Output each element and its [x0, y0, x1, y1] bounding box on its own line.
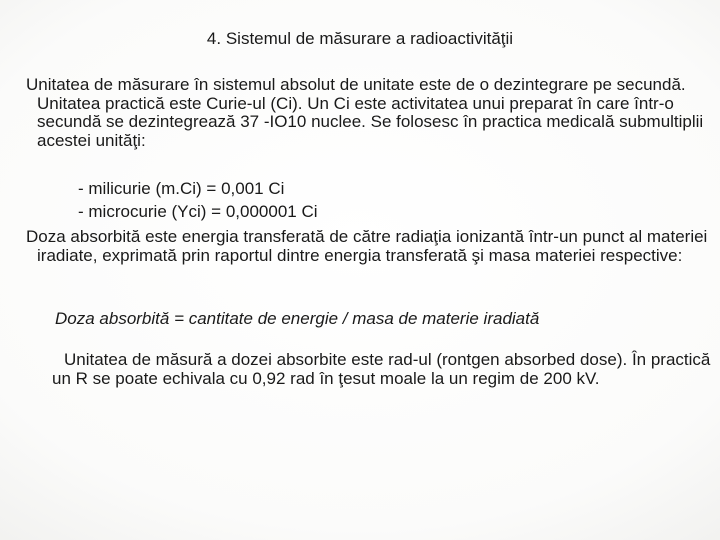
- paragraph-unit-definition: Unitatea de măsurare în sistemul absolut de unitate este de o dezintegrare pe secundă. Unitatea practică este Curie-ul (Ci). Un Ci este activitatea unui preparat în care într-o secundă se dezintegrează 37 -IO10 nuclee. Se folosesc în practica medicală submultiplii acestei unităţi:: [26, 75, 704, 151]
- submultiple-microcurie: - microcurie (Yci) = 0,000001 Ci: [78, 202, 318, 221]
- paragraph-absorbed-dose: Doza absorbită este energia transferată de către radiaţia ionizantă într-un punct al materiei iradiate, exprimată prin raportul dintre energia transferată şi masa materiei respective:: [26, 227, 708, 265]
- paragraph-dose-unit: Unitatea de măsură a dozei absorbite este rad-ul (rontgen absorbed dose). În practică un R se poate echivala cu 0,92 rad în ţesut moale la un regim de 200 kV.: [52, 350, 711, 388]
- submultiple-millicurie: - milicurie (m.Ci) = 0,001 Ci: [78, 179, 285, 198]
- formula-absorbed-dose: Doza absorbită = cantitate de energie / masa de materie iradiată: [55, 309, 540, 328]
- slide-title: 4. Sistemul de măsurare a radioactivităţii: [206, 29, 514, 48]
